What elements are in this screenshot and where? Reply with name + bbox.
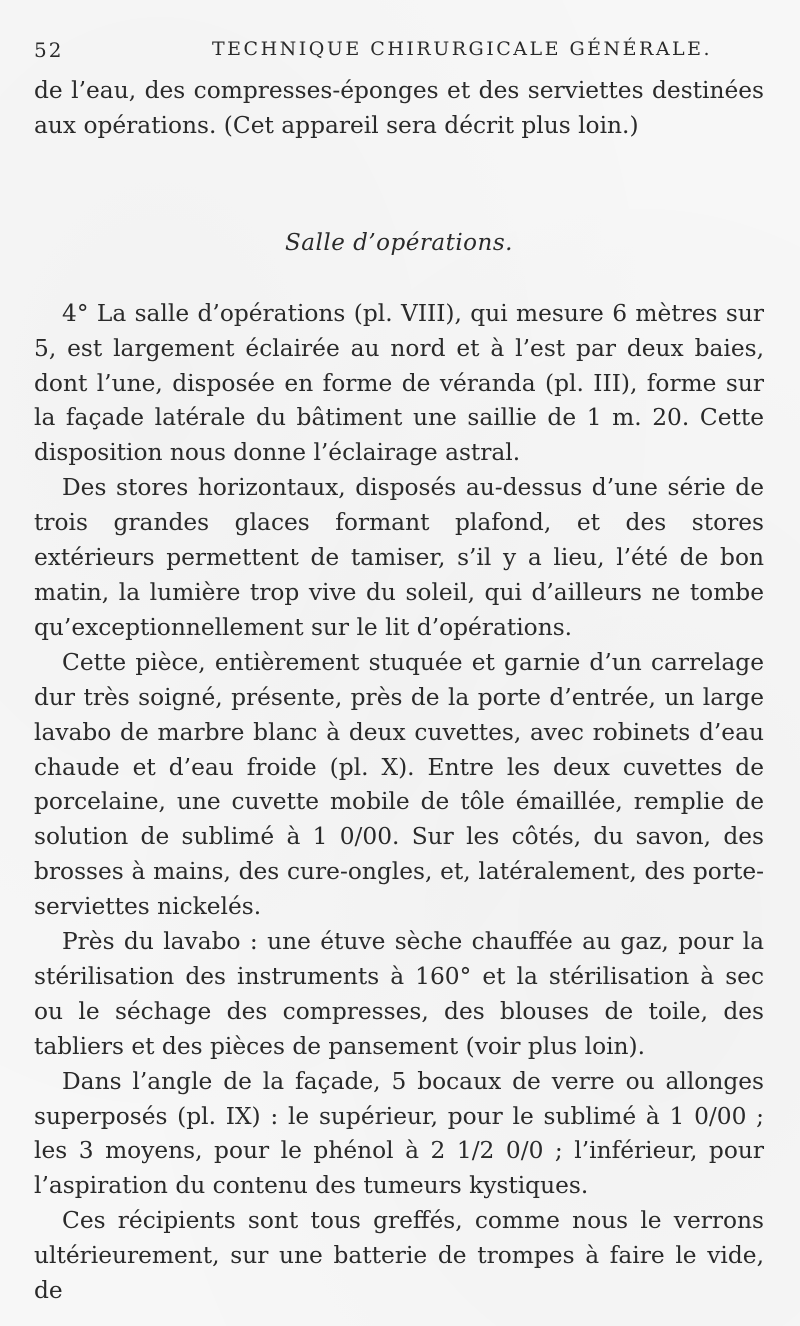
page-number: 52 [34, 38, 64, 62]
paragraph-lavabo: Cette pièce, entièrement stuquée et garnie d’un carrelage dur très soigné, présente, près de la porte d’entrée, un large lavabo de marbre blanc à deux cuvettes, avec robinets d’eau chaude et d’eau froide (pl. X). Entre les deux cuvettes de porcelaine, une cuvette mobile de tôle émaillée, remplie de solution de sublimé à 1 0/00. Sur les côtés, du savon, des brosses à mains, des cure-ongles, et, latéralement, des porte-serviettes nickelés. [34, 648, 764, 921]
section-heading: Salle d’opérations. [285, 229, 513, 256]
paragraph-bocaux: Dans l’angle de la façade, 5 bocaux de verre ou allonges superposés (pl. IX) : le supérieur, pour le sublimé à 1 0/00 ; les 3 moyens, pour le phénol à 2 1/2 0/0 ; l’inférieur, pour l’aspiration du contenu des tumeurs kystiques. [34, 1067, 764, 1200]
paragraph-continued: de l’eau, des compresses-éponges et des serviettes destinées aux opérations. (Cet appareil sera décrit plus loin.) [34, 77, 764, 139]
paragraph-stores: Des stores horizontaux, disposés au-dessus d’une série de trois grandes glaces formant plafond, et des stores extérieurs permettent de tamiser, s’il y a lieu, l’été de bon matin, la lumière trop vive du soleil, qui d’ailleurs ne tombe qu’exceptionnellement sur le lit d’opérations. [34, 474, 764, 641]
paragraph-salle: 4° La salle d’opérations (pl. VIII), qui mesure 6 mètres sur 5, est largement éclairée au nord et à l’est par deux baies, dont l’une, disposée en forme de véranda (pl. III), forme sur la façade latérale du bâtiment une saillie de 1 m. 20. Cette disposition nous donne l’éclairage astral. [34, 299, 764, 467]
paragraph-recipients: Ces récipients sont tous greffés, comme nous le verrons ultérieurement, sur une batterie de trompes à faire le vide, de [34, 1207, 764, 1305]
running-head [34, 34, 764, 70]
body-text [34, 74, 764, 1309]
paragraph-etuve: Près du lavabo : une étuve sèche chauffée au gaz, pour la stérilisation des instruments à 160° et la stérilisation à sec ou le séchage des compresses, des blouses de toile, des tabliers et des pièces de pansement (voir plus loin). [34, 928, 764, 1060]
running-title: TECHNIQUE CHIRURGICALE GÉNÉRALE. [212, 38, 713, 60]
